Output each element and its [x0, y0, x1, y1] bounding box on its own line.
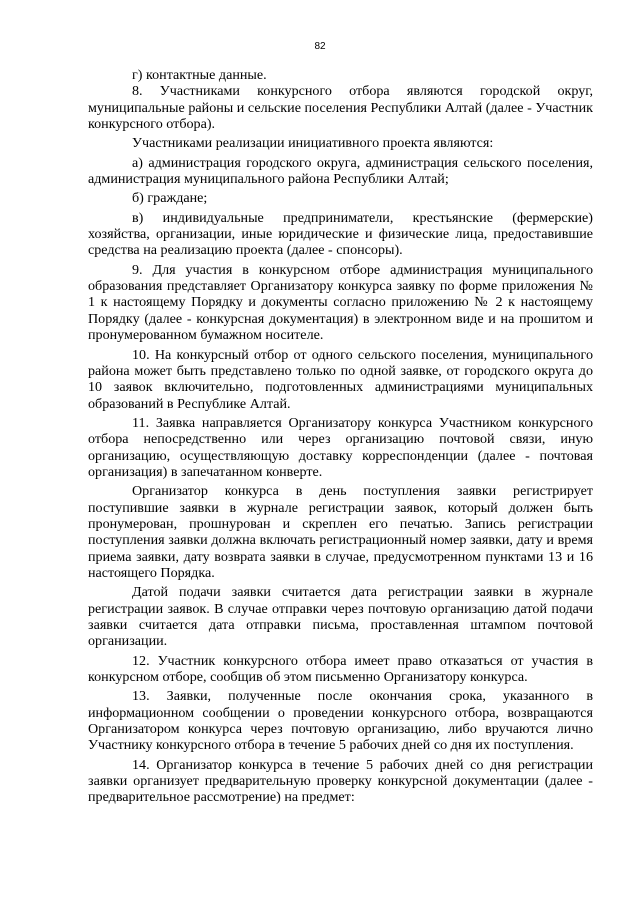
paragraph-registration: Организатор конкурса в день поступления заявки регистрирует поступившие заявки в журнале регистрации заявок, который должен быть пронумерован, прошнурован и скреплен его печатью. Запись регистрации поступления заявки должна включать регистрационный номер заявки, дату и время приема заявки, дату возврата заявки в случае, предусмотренном пунктами 13 и 16 настоящего Порядка.: [88, 483, 593, 581]
paragraph-10-limits: 10. На конкурсный отбор от одного сельского поселения, муниципального района может быть представлено только по одной заявке, от городского округа до 10 заявок включительно, подготовленных администрациями муниципальных образований в Республике Алтай.: [88, 346, 593, 412]
paragraph-13-late-applications: 13. Заявки, полученные после окончания срока, указанного в информационном сообщении о проведении конкурсного отбора, возвращаются Организатором конкурса через почтовую организацию, либо вручаются лично Участнику конкурсного отбора в течение 5 рабочих дней со дня их поступления.: [88, 688, 593, 754]
paragraph-9-application: 9. Для участия в конкурсном отборе администрация муниципального образования представляет Организатору конкурса заявку по форме приложения № 1 к настоящему Порядку и документы согласно приложению № 2 к настоящему Порядку (далее - конкурсная документация) в электронном виде и на прошитом и пронумерованном бумажном носителе.: [88, 261, 593, 344]
paragraph-12-withdrawal: 12. Участник конкурсного отбора имеет право отказаться от участия в конкурсном отборе, сообщив об этом письменно Организатору конкурса.: [88, 652, 593, 686]
paragraph-11-submission: 11. Заявка направляется Организатору конкурса Участником конкурсного отбора непосредственно или через организацию почтовой связи, иную организацию, осуществляющую доставку корреспонденции (далее - почтовая организация) в запечатанном конверте.: [88, 414, 593, 480]
paragraph-item-v-sponsors: в) индивидуальные предприниматели, крестьянские (фермерские) хозяйства, организации, иные юридические и физические лица, предоставившие средства на реализацию проекта (далее - спонсоры).: [88, 209, 593, 259]
paragraph-8-participants: 8. Участниками конкурсного отбора являются городской округ, муниципальные районы и сельские поселения Республики Алтай (далее - Участник конкурсного отбора).: [88, 83, 593, 133]
paragraph-14-preliminary-review: 14. Организатор конкурса в течение 5 рабочих дней со дня регистрации заявки организует предварительную проверку конкурсной документации (далее - предварительное рассмотрение) на предмет:: [88, 756, 593, 806]
paragraph-item-g-contacts: г) контактные данные.: [132, 67, 267, 83]
page-number: 82: [314, 41, 326, 52]
paragraph-item-a-administrations: а) администрация городского округа, администрация сельского поселения, администрация муниципального района Республики Алтай;: [88, 154, 593, 188]
paragraph-item-b-citizens: б) граждане;: [132, 190, 208, 207]
document-body: [88, 67, 593, 806]
paragraph-implementers-intro: Участниками реализации инициативного проекта являются:: [132, 135, 494, 152]
paragraph-submission-date: Датой подачи заявки считается дата регистрации заявки в журнале регистрации заявок. В случае отправки через почтовую организацию датой подачи заявки считается дата отправки письма, проставленная штампом почтовой организации.: [88, 584, 593, 650]
